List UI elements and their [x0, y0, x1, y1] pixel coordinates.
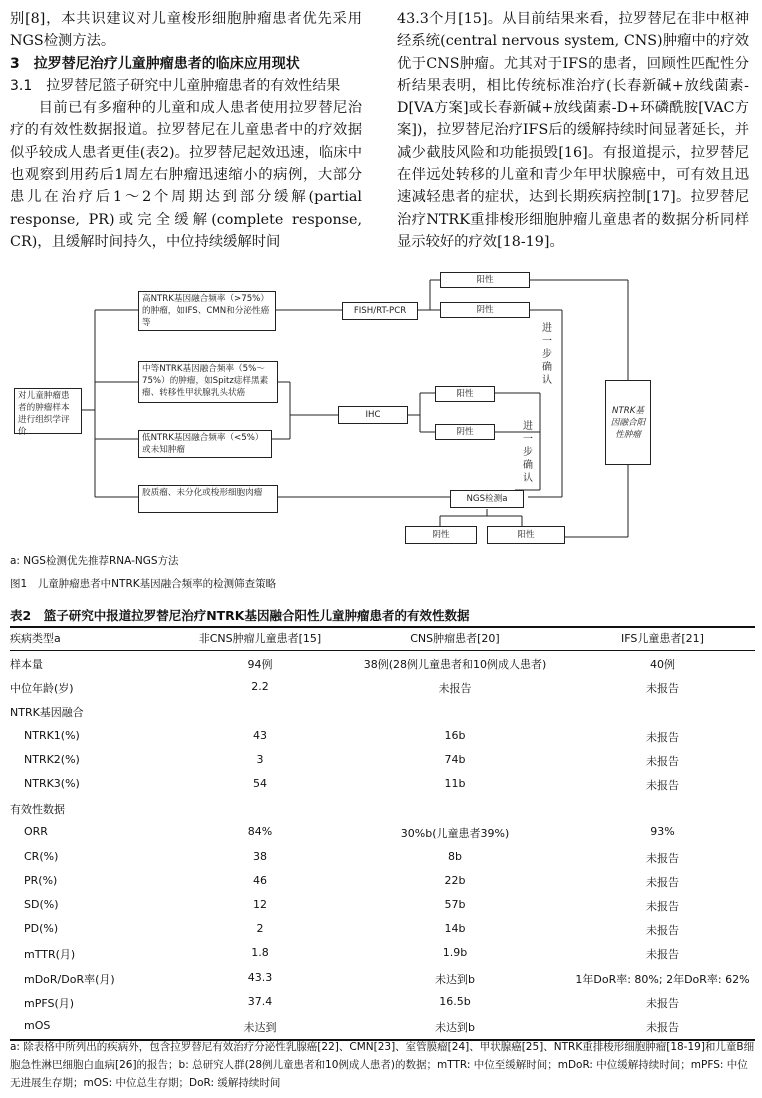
table-row: [10, 652, 755, 676]
table-row: [10, 942, 755, 966]
table-row: [10, 797, 755, 821]
flow-ngs-negative: 阴性: [405, 526, 477, 544]
flow-mid-frequency-box: 中等NTRK基因融合频率（5%～75%）的肿瘤，如Spitz痣样黑素瘤、转移性甲状腺乳头状癌: [138, 361, 278, 403]
flow-ihc-box: IHC: [338, 406, 408, 424]
row-label: CR(%): [24, 849, 59, 863]
table-row: [10, 821, 755, 845]
cell-ifs: 未报告: [646, 851, 679, 865]
cell-ifs: 40例: [650, 658, 675, 671]
row-label: mTTR(月): [24, 948, 76, 962]
cell-ifs: 未报告: [646, 924, 679, 938]
table-row: [10, 773, 755, 797]
row-label: SD(%): [24, 898, 59, 911]
cell-cns: 未达到b: [435, 972, 475, 986]
row-label: 样本量: [10, 658, 43, 671]
cell-non-cns: 3: [256, 752, 264, 766]
flow-high-frequency-box: 高NTRK基因融合频率（>75%）的肿瘤，如IFS、CMN和分泌性癌等: [138, 291, 276, 331]
row-label: 有效性数据: [10, 803, 65, 817]
row-label: 中位年龄(岁): [10, 682, 74, 696]
cell-non-cns: 2: [256, 922, 264, 936]
cell-non-cns: 2.2: [251, 680, 269, 694]
cell-non-cns: 46: [253, 873, 267, 887]
row-label: ORR: [24, 825, 48, 839]
left-column: [10, 8, 362, 253]
header-cns: CNS肿瘤患者[20]: [410, 632, 500, 645]
cell-ifs: 未报告: [646, 754, 679, 768]
table-row: [10, 700, 755, 724]
cell-cns: 8b: [448, 849, 462, 863]
flow-start-box: 对儿童肿瘤患者的肿瘤样本进行组织学评价: [14, 388, 82, 434]
flow-ngs-box: NGS检测a: [450, 490, 524, 508]
flow-fish-negative: 阴性: [440, 302, 530, 318]
table-header-rule: [10, 650, 755, 651]
cell-ifs: 未报告: [646, 875, 679, 889]
cell-non-cns: 12: [253, 898, 267, 911]
table-row: [10, 1015, 755, 1039]
header-non-cns: 非CNS肿瘤儿童患者[15]: [198, 632, 322, 645]
cell-non-cns: 43.3: [247, 970, 273, 984]
cell-ifs: 未报告: [646, 779, 679, 792]
cell-cns: 38例(28例儿童患者和10例成人患者): [363, 658, 547, 671]
row-label: mPFS(月): [24, 996, 75, 1010]
row-label: mDoR/DoR率(月): [24, 972, 115, 986]
paragraph-left-2: 目前已有多瘤种的儿童和成人患者使用拉罗替尼治疗的有效性数据报道。拉罗替尼在儿童患者中的疗效据似乎较成人患者更佳(表2)。拉罗替尼起效迅速，临床中也观察到用药后1周左右肿瘤迅速缩小的病例，大部分患儿在治疗后1～2个周期达到部分缓解(partial response, PR)或完全缓解(complete response, CR)，且缓解时间持久，中位持续缓解时间: [10, 100, 362, 250]
table-row: [10, 894, 755, 918]
cell-non-cns: 38: [253, 849, 267, 863]
cell-ifs: 未报告: [646, 996, 679, 1010]
cell-cns: 11b: [444, 777, 466, 790]
cell-ifs: 未报告: [646, 730, 679, 744]
cell-cns: 16b: [444, 728, 466, 742]
cell-non-cns: 54: [253, 777, 267, 790]
cell-cns: 22b: [444, 873, 466, 887]
cell-cns: 30%b(儿童患者39%): [400, 827, 510, 841]
row-label: NTRK基因融合: [10, 706, 84, 720]
cell-ifs: 1年DoR率: 80%; 2年DoR率: 62%: [575, 972, 750, 986]
flow-ngs-positive: 阳性: [487, 526, 565, 544]
flow-ihc-positive: 阳性: [435, 386, 495, 402]
cell-non-cns: 84%: [247, 825, 273, 839]
row-label: PD(%): [24, 922, 59, 936]
paragraph-left-1: 别[8]，本共识建议对儿童梭形细胞肿瘤患者优先采用NGS检测方法。: [10, 11, 362, 50]
right-column: [397, 8, 749, 253]
paragraph-right-1: 43.3个月[15]。从目前结果来看，拉罗替尼在非中枢神经系统(central nervous system, CNS)肿瘤中的疗效优于CNS肿瘤。尤其对于IFS的患者，回顾性匹配性分析结果表明，相比传统标准治疗(长春新碱+放线菌素-D[VA方案]或长春新碱+放线菌素-D+环磷酰胺[VAC方案])，拉罗替尼治疗IFS后的缓解持续时间显著延长，并减少截肢风险和功能损毁[16]。有报道提示，拉罗替尼在伴远处转移的儿童和青少年甲状腺癌中，可有效且迅速减轻患者的症状，达到长期疾病控制[17]。拉罗替尼治疗NTRK重排梭形细胞肿瘤儿童患者的数据分析同样显示较好的疗效[18-19]。: [397, 11, 749, 250]
row-label: NTRK3(%): [24, 777, 80, 790]
table-row: [10, 918, 755, 942]
cell-non-cns: 未达到: [243, 1021, 277, 1034]
cell-ifs: 未报告: [646, 948, 679, 962]
flow-fish-box: FISH/RT-PCR: [342, 302, 418, 320]
table-title: 表2 篮子研究中报道拉罗替尼治疗NTRK基因融合阳性儿童肿瘤患者的有效性数据: [10, 608, 470, 623]
cell-cns: 57b: [444, 898, 466, 911]
figure-caption: 图1 儿童肿瘤患者中NTRK基因融合频率的检测筛查策略: [10, 578, 277, 590]
cell-ifs: 未报告: [646, 900, 679, 913]
header-disease-type: 疾病类型a: [10, 632, 61, 645]
figure-note: a: NGS检测优先推荐RNA-NGS方法: [10, 555, 179, 567]
flow-fish-positive: 阳性: [440, 272, 530, 288]
table-row: [10, 749, 755, 773]
table-row: [10, 967, 755, 991]
flow-ntrk-positive-box: NTRK基因融合阳性肿瘤: [605, 380, 651, 465]
cell-ifs: 未报告: [646, 682, 679, 696]
cell-non-cns: 43: [253, 728, 267, 742]
cell-non-cns: 94例: [247, 658, 273, 671]
table-row: [10, 870, 755, 894]
table-row: [10, 725, 755, 749]
row-label: NTRK1(%): [24, 728, 80, 742]
table-header-row: [10, 626, 755, 650]
flow-confirm-label-2: 进一步确认: [523, 421, 533, 484]
flow-ihc-negative: 阴性: [435, 424, 495, 440]
cell-cns: 未达到b: [435, 1021, 475, 1034]
flow-low-frequency-box: 低NTRK基因融合频率（<5%）或未知肿瘤: [138, 430, 272, 458]
table-row: [10, 846, 755, 870]
section-3-heading: 3 拉罗替尼治疗儿童肿瘤患者的临床应用现状: [10, 55, 300, 72]
cell-cns: 14b: [444, 922, 466, 936]
cell-non-cns: 1.8: [251, 946, 269, 960]
cell-cns: 74b: [444, 752, 466, 766]
row-label: NTRK2(%): [24, 752, 80, 766]
flow-glioma-box: 胶质瘤、未分化或梭形细胞肉瘤: [138, 485, 278, 513]
cell-cns: 1.9b: [442, 946, 468, 960]
cell-ifs: 93%: [650, 825, 675, 839]
row-label: PR(%): [24, 873, 58, 887]
table-footnote: a: 除表格中所列出的疾病外，包含拉罗替尼有效治疗分泌性乳腺癌[22]、CMN[23]、室管膜瘤[24]、甲状腺癌[25]、NTRK重排梭形细胞肿瘤[18-19]和儿童B细胞急性淋巴细胞白血病[26]的报告；b: 总研究人群(28例儿童患者和10例成人患者)的数据；mTTR: 中位至缓解时间；mDoR: 中位缓解持续时间；mPFS: 中位无进展生存期；mOS: 中位总生存期；DoR: 缓解持续时间: [10, 1041, 755, 1089]
table-row: [10, 676, 755, 700]
flow-confirm-label-1: 进一步确认: [542, 323, 552, 386]
header-ifs: IFS儿童患者[21]: [621, 632, 704, 645]
table-row: [10, 991, 755, 1015]
row-label: mOS: [24, 1019, 51, 1032]
cell-cns: 未报告: [438, 682, 472, 696]
cell-non-cns: 37.4: [247, 994, 273, 1008]
cell-cns: 16.5b: [439, 994, 471, 1008]
section-3-1-heading: 3.1 拉罗替尼篮子研究中儿童肿瘤患者的有效性结果: [10, 77, 341, 94]
cell-ifs: 未报告: [646, 1021, 679, 1034]
